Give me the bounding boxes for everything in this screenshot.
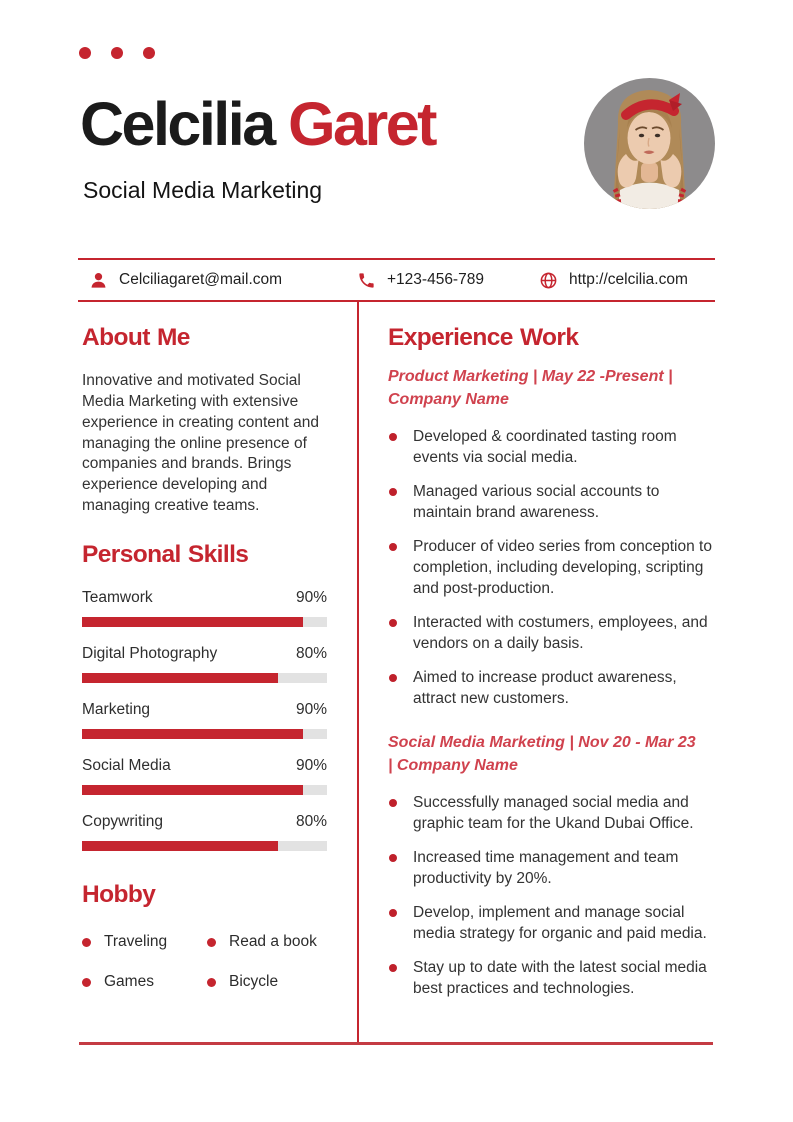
contact-bar xyxy=(78,258,715,302)
bullet-dot-icon xyxy=(82,938,91,947)
person-last-name: Garet xyxy=(288,90,435,158)
job-title-subtitle: Social Media Marketing xyxy=(83,177,323,203)
person-first-name: Celcilia xyxy=(80,90,274,158)
job-heading: Social Media Marketing | Nov 20 - Mar 23 | Company Name xyxy=(388,734,696,775)
bullet-dot-icon xyxy=(82,978,91,987)
skill-label: Teamwork xyxy=(82,588,153,606)
job-bullet: Interacted with costumers, employees, and vendors on a daily basis. xyxy=(388,612,714,654)
job-bullet: Producer of video series from conception to completion, including developing, scripting and post-production. xyxy=(388,536,714,599)
hobby-label: Bicycle xyxy=(229,973,279,991)
profile-photo xyxy=(584,78,715,209)
hobby-heading: Hobby xyxy=(82,880,156,908)
skill-bar-track xyxy=(82,785,327,795)
job-bullet: Managed various social accounts to maintain brand awareness. xyxy=(388,481,714,523)
experience-heading: Experience Work xyxy=(388,324,579,351)
hobby-item xyxy=(207,973,334,991)
portrait-illustration xyxy=(584,78,715,209)
hobby-label: Read a book xyxy=(229,933,317,951)
job-bullet: Stay up to date with the latest social media best practices and technologies. xyxy=(388,957,714,999)
hobby-label: Traveling xyxy=(104,933,168,951)
person-icon xyxy=(89,271,108,290)
phone-icon xyxy=(357,271,376,290)
left-column xyxy=(82,302,334,991)
hobby-label: Games xyxy=(104,973,154,991)
dot-icon xyxy=(79,47,91,59)
dot-icon xyxy=(143,47,155,59)
skill-percent: 80% xyxy=(295,644,327,662)
footer-rule xyxy=(79,1042,713,1045)
skill-bar-track xyxy=(82,673,327,683)
contact-email xyxy=(89,260,282,300)
hobby-list xyxy=(82,933,334,991)
globe-icon xyxy=(539,271,558,290)
skill-item xyxy=(82,645,327,683)
skills-heading: Personal Skills xyxy=(82,540,249,568)
job-bullet: Aimed to increase product awareness, attract new customers. xyxy=(388,667,714,709)
contact-website xyxy=(539,260,688,300)
contact-phone xyxy=(357,260,484,300)
bullet-dot-icon xyxy=(207,938,216,947)
skill-bar-track xyxy=(82,841,327,851)
hobby-item xyxy=(82,973,207,991)
skill-label: Digital Photography xyxy=(82,644,218,662)
skill-label: Social Media xyxy=(82,756,171,774)
about-text: Innovative and motivated Social Media Marketing with extensive experience in creating content and managing the online presence of companies and brands. Brings experience developing and managing creative teams. xyxy=(82,372,319,514)
email-text: Celciliagaret@mail.com xyxy=(119,271,283,288)
skill-percent: 90% xyxy=(295,588,327,606)
skill-bar-fill xyxy=(82,729,303,739)
skill-bar-track xyxy=(82,617,327,627)
skill-bar-fill xyxy=(82,841,278,851)
skill-item xyxy=(82,757,327,795)
website-text: http://celcilia.com xyxy=(569,271,688,288)
skill-item xyxy=(82,701,327,739)
person-name xyxy=(80,90,435,158)
job-bullet: Developed & coordinated tasting room events via social media. xyxy=(388,426,714,468)
phone-text: +123-456-789 xyxy=(387,271,484,288)
hobby-item xyxy=(207,933,334,951)
job-bullet-list xyxy=(388,426,714,709)
job-bullet-list xyxy=(388,792,714,999)
decorative-dots xyxy=(79,47,155,59)
skill-bar-track xyxy=(82,729,327,739)
job-heading: Product Marketing | May 22 -Present | Company Name xyxy=(388,368,673,409)
bullet-dot-icon xyxy=(207,978,216,987)
about-heading: About Me xyxy=(82,324,190,351)
skill-item xyxy=(82,813,327,851)
skill-item xyxy=(82,589,327,627)
skill-bar-fill xyxy=(82,673,278,683)
skill-bar-fill xyxy=(82,785,303,795)
skill-percent: 90% xyxy=(295,700,327,718)
skill-percent: 90% xyxy=(295,756,327,774)
skill-percent: 80% xyxy=(295,812,327,830)
right-column xyxy=(388,302,714,999)
job-bullet: Increased time management and team productivity by 20%. xyxy=(388,847,714,889)
column-divider xyxy=(357,302,359,1042)
hobby-item xyxy=(82,933,207,951)
dot-icon xyxy=(111,47,123,59)
skill-bar-fill xyxy=(82,617,303,627)
job-bullet: Successfully managed social media and graphic team for the Ukand Dubai Office. xyxy=(388,792,714,834)
job-bullet: Develop, implement and manage social media strategy for organic and paid media. xyxy=(388,902,714,944)
skill-label: Marketing xyxy=(82,700,151,718)
skill-label: Copywriting xyxy=(82,812,163,830)
